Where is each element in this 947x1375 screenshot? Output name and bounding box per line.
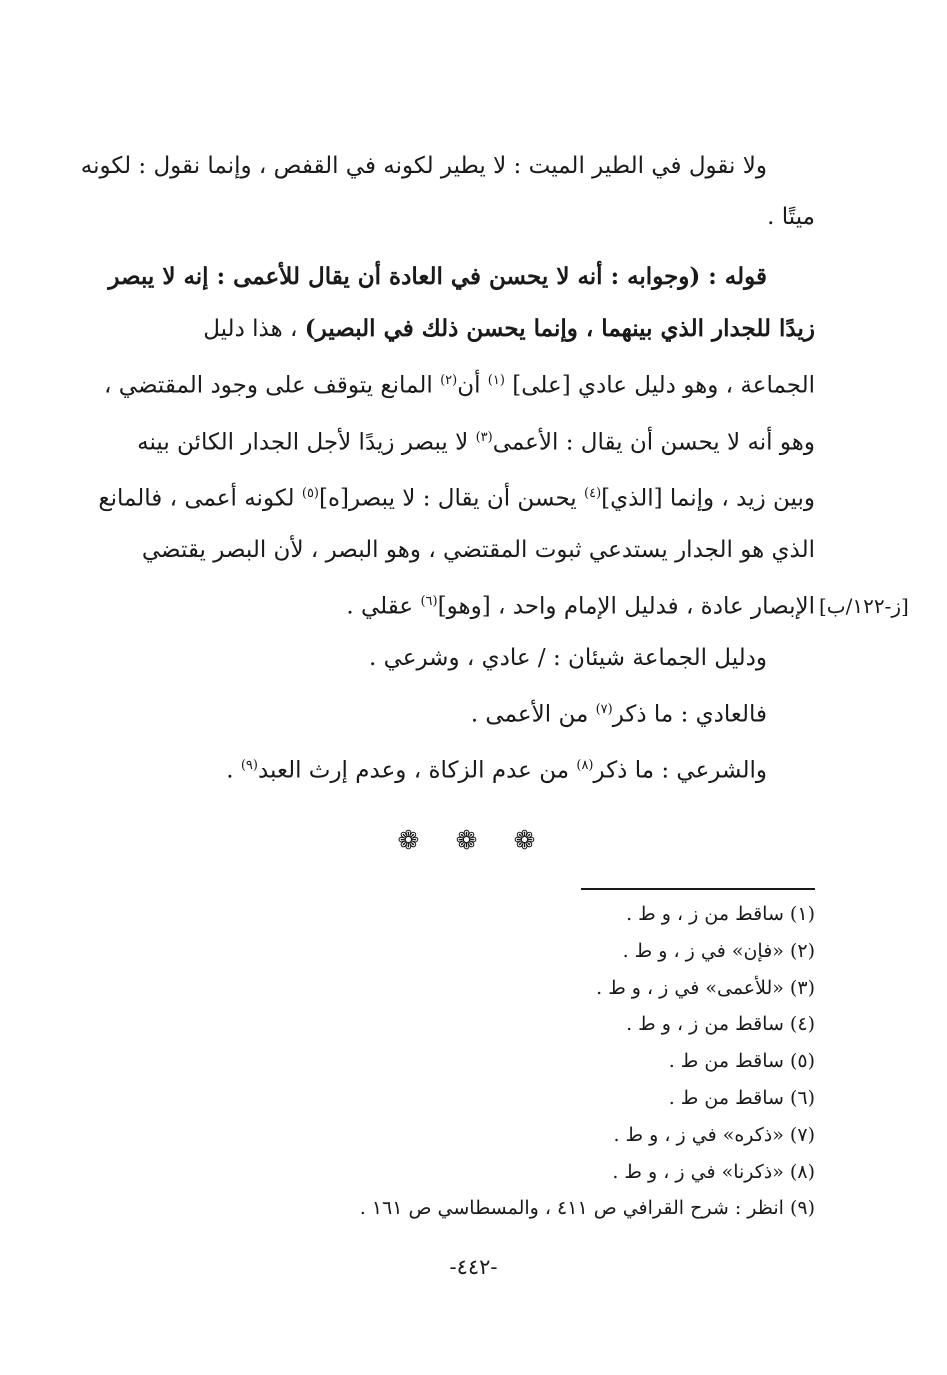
page-number: -٤٤٢- — [449, 1255, 498, 1279]
bold-quote-2: زيدًا للجدار الذي بينهما ، وإنما يحسن ذلك في البصير) — [304, 315, 815, 342]
paragraph-5 — [103, 740, 815, 797]
bold-quote-1: قوله : (وجوابه : أنه لا يحسن في العادة أن يقال للأعمى : إنه لا يبصر — [108, 263, 767, 290]
footnote-3: (٣) «للأعمى» في ز ، و ط . — [596, 976, 815, 999]
text-span: وبين زيد ، وإنما [الذي] — [601, 485, 815, 512]
paragraph-2-line-4 — [103, 412, 815, 469]
footnote-7: (٧) «ذكره» في ز ، و ط . — [613, 1123, 815, 1146]
footnote-4: (٤) ساقط من ز ، و ط . — [626, 1013, 815, 1036]
paragraph-2-line-2 — [103, 303, 815, 355]
paragraph-4 — [103, 684, 815, 741]
footnote-ref-9: (٩) — [240, 758, 258, 774]
text-span: . — [226, 757, 234, 784]
manuscript-folio-reference: [ز-١٢٢/ب] — [819, 594, 909, 618]
text-span: الإبصار عادة ، فدليل الإمام واحد ، [وهو] — [437, 593, 815, 620]
paragraph-1-line-2: ميتًا . — [767, 204, 815, 230]
text-span: والشرعي : ما ذكر — [593, 757, 767, 784]
paragraph-2-line-6: الذي هو الجدار يستدعي ثبوت المقتضي ، وهو البصر ، لأن البصر يقتضي — [141, 536, 815, 563]
footnote-ref-3: (٣) — [475, 429, 493, 445]
text-span: وهو أنه لا يحسن أن يقال : الأعمى — [492, 429, 815, 456]
footnotes — [215, 896, 815, 1227]
footnote-1: (١) ساقط من ز ، و ط . — [626, 903, 815, 925]
text-span: الجماعة ، وهو دليل عادي [على] — [512, 372, 815, 399]
text-span: من عدم الزكاة ، وعدم إرث العبد — [257, 757, 570, 784]
text-span: يحسن أن يقال : لا يبصر[ه] — [319, 485, 577, 512]
paragraph-3: ودليل الجماعة شيئان : / عادي ، وشرعي . — [368, 644, 767, 671]
text-span: لكونه أعمى ، فالمانع — [98, 485, 295, 512]
paragraph-2-line-3 — [103, 355, 815, 412]
text-span: من الأعمى . — [470, 701, 589, 728]
footnote-ref-7: (٧) — [595, 701, 613, 717]
footnote-ref-4: (٤) — [584, 486, 602, 502]
quote-continuation: ، هذا دليل — [203, 316, 298, 342]
footnote-6: (٦) ساقط من ط . — [668, 1086, 815, 1109]
text-span: أن — [457, 372, 481, 399]
footnote-divider — [581, 888, 815, 890]
footnote-8: (٨) «ذكرنا» في ز ، و ط . — [612, 1160, 815, 1183]
main-text — [80, 141, 815, 797]
footnote-ref-5: (٥) — [301, 486, 319, 502]
section-ornament: ❁ ❁ ❁ — [397, 826, 550, 856]
paragraph-1-line-1: ولا نقول في الطير الميت : لا يطير لكونه في القفص ، وإنما نقول : لكونه — [80, 153, 767, 179]
footnote-ref-6: (٦) — [420, 593, 438, 609]
footnote-5: (٥) ساقط من ط . — [668, 1050, 815, 1073]
footnote-ref-1: (١) — [487, 373, 505, 388]
text-span: المانع يتوقف على وجود المقتضي ، — [104, 372, 433, 399]
paragraph-2-line-5 — [98, 468, 815, 525]
text-span: لا يبصر زيدًا لأجل الجدار الكائن بينه — [137, 429, 469, 456]
footnote-9: (٩) انظر : شرح القرافي ص ٤١١ ، والمسطاسي ص ١٦١ . — [359, 1197, 815, 1220]
footnote-ref-8: (٨) — [576, 758, 594, 774]
footnote-ref-2: (٢) — [440, 373, 458, 388]
footnote-2: (٢) «فإن» في ز ، و ط . — [622, 939, 815, 962]
text-span: فالعادي : ما ذكر — [612, 701, 767, 728]
paragraph-2-line-1 — [103, 251, 815, 303]
text-span: عقلي . — [346, 593, 414, 620]
paragraph-2-line-7 — [103, 576, 815, 633]
